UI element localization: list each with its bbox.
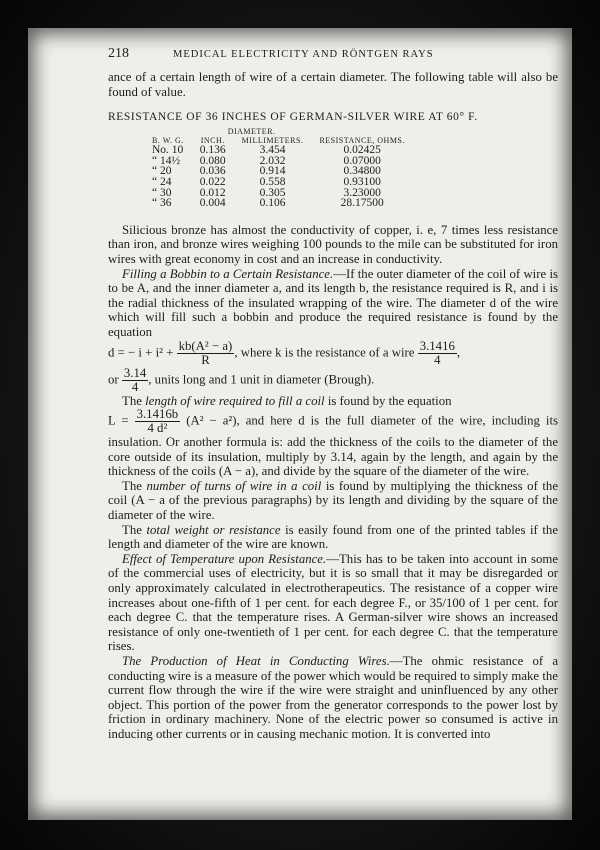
table-cell: 0.106	[259, 197, 286, 210]
table-title: RESISTANCE OF 36 INCHES OF GERMAN-SILVER WIRE AT 60° F.	[108, 111, 478, 124]
temperature-heading: Effect of Temperature upon Resistance.	[122, 551, 327, 566]
pi-fraction: $\frac{3.1416}{4}$	[419, 338, 455, 367]
table-cell: “ 14½	[152, 154, 181, 167]
resistance-table	[144, 127, 413, 209]
length-equation: L = $\frac{3.1416b}{\text{4 d²}}$ (A² − a²), and here d is the full diameter of the wire, including its insulation. Or another formula is: add the thickness of the coils to the diameter of the core outside of its insulation, multiply by 3.14, again by the length, and again by the thickness of the coils (A − a), and divide by the square of the diameter of the wire.	[108, 407, 559, 479]
diameter-group-header: DIAMETER.	[227, 127, 276, 137]
table-cell: 28.17500	[340, 197, 384, 210]
table-header-cell: RESISTANCE, OHMS.	[319, 136, 405, 146]
bobbin-text: —If the outer diameter of the coil of wire is to be A, and the inner diameter a, and its length b, the resistance required is R, and i is the radial thickness of the insulated wrapping of the wire. The diameter d of the wire which will fill such a bobbin and produce the required resistance is found by the equation	[108, 266, 558, 339]
heat-paragraph: The Production of Heat in Conducting Wires.—The ohmic resistance of a conducting wire is a measure of the power which would be required to simply make the current flow through the wire if the wire were straight and uninfluenced by any other object. This portion of the power from the generator corresponds to the power lost by friction in ordinary machinery. None of the electric power so consumed is active in inducing other currents or in causing mechanic motion. It is converted into	[108, 654, 559, 741]
running-header	[108, 46, 558, 62]
table-body	[144, 145, 413, 209]
table-cell: 0.012	[199, 186, 226, 199]
temperature-paragraph: Effect of Temperature upon Resistance.—This has to be taken into account in some of the commercial uses of electricity, but it is so small that it may be disregarded or only approximately calculated in electrotherapeutics. The resistance of a copper wire increases about one-fifth of 1 per cent. for each degree F., or 35/100 of 1 per cent. for each degree C. that the temperature rises. A German-silver wire shows an increased resistance of only one-twentieth of 1 per cent. for each degree C. that the temperature rises.	[108, 551, 559, 654]
table-cell: 0.34800	[343, 165, 381, 178]
table-row	[144, 177, 413, 188]
table-cell: No. 10	[152, 144, 184, 157]
running-title: MEDICAL ELECTRICITY AND RÖNTGEN RAYS	[173, 49, 434, 60]
heat-heading: The Production of Heat in Conducting Wires.	[122, 654, 390, 668]
table-cell: 0.036	[199, 165, 226, 178]
table-cell: 3.23000	[343, 186, 381, 199]
book-page	[28, 28, 572, 820]
table-row	[144, 198, 413, 209]
intro-paragraph: ance of a certain length of wire of a certain diameter. The following table will also be found of value.	[108, 70, 558, 99]
table-cell: “ 24	[152, 175, 172, 188]
table-cell: 0.02425	[343, 144, 381, 157]
table-cell: 0.93100	[343, 175, 381, 188]
bobbin-equation: d = − i + i² + $\frac{\text{kb(A² − a)}}{R}$ , where k is the resistance of a wire $\frac{3.1416}{4}$ ,	[108, 338, 461, 367]
table-header-cell: B. W. G.	[152, 136, 184, 146]
bobbin-paragraph	[108, 267, 558, 340]
table-cell: 0.080	[199, 154, 226, 167]
table-cell: “ 30	[152, 186, 172, 199]
bobbin-equation-cont: or $\frac{3.14}{4}$ , units long and 1 unit in diameter (Brough).	[108, 365, 375, 394]
length-paragraph: The length of wire required to fill a coil is found by the equation	[122, 393, 452, 408]
table-cell: 0.305	[259, 186, 286, 199]
table-cell: “ 36	[152, 197, 172, 210]
page-number: 218	[108, 46, 129, 61]
page-content	[108, 46, 558, 742]
bronze-paragraph: Silicious bronze has almost the conductivity of copper, i. e, 7 times less resistance than iron, and bronze wires weighing 100 pounds to the mile can be substituted for iron wires with great economy in cost and an increase in conductivity.	[108, 222, 558, 266]
table-header-cell: INCH.	[200, 136, 225, 146]
table-header-cell: MILLIMETERS.	[241, 136, 304, 146]
table-cell: 0.004	[199, 197, 226, 210]
approx-fraction: $\frac{3.14}{4}$	[123, 365, 147, 394]
bobbin-heading: Filling a Bobbin to a Certain Resistance.	[122, 266, 334, 281]
bobbin-fraction: $\frac{\text{kb(A² − a)}}{R}$	[178, 338, 233, 367]
table-cell: 0.558	[259, 175, 286, 188]
table-cell: 3.454	[259, 144, 286, 157]
weight-paragraph: The total weight or resistance is easily found from one of the printed tables if the length and diameter of the wire are known.	[108, 522, 558, 552]
table-cell: “ 20	[152, 165, 172, 178]
table-cell: 2.032	[259, 154, 286, 167]
table-cell: 0.914	[259, 165, 286, 178]
length-fraction: $\frac{3.1416b}{\text{4 d²}}$	[136, 407, 179, 436]
table-cell: 0.136	[199, 144, 226, 157]
table-cell: 0.022	[199, 175, 226, 188]
table-cell: 0.07000	[343, 154, 381, 167]
turns-paragraph: The number of turns of wire in a coil is found by multiplying the thickness of the coil (A − a of the previous paragraphs) by its length and dividing by the square of the diameter of the wire.	[108, 478, 559, 523]
